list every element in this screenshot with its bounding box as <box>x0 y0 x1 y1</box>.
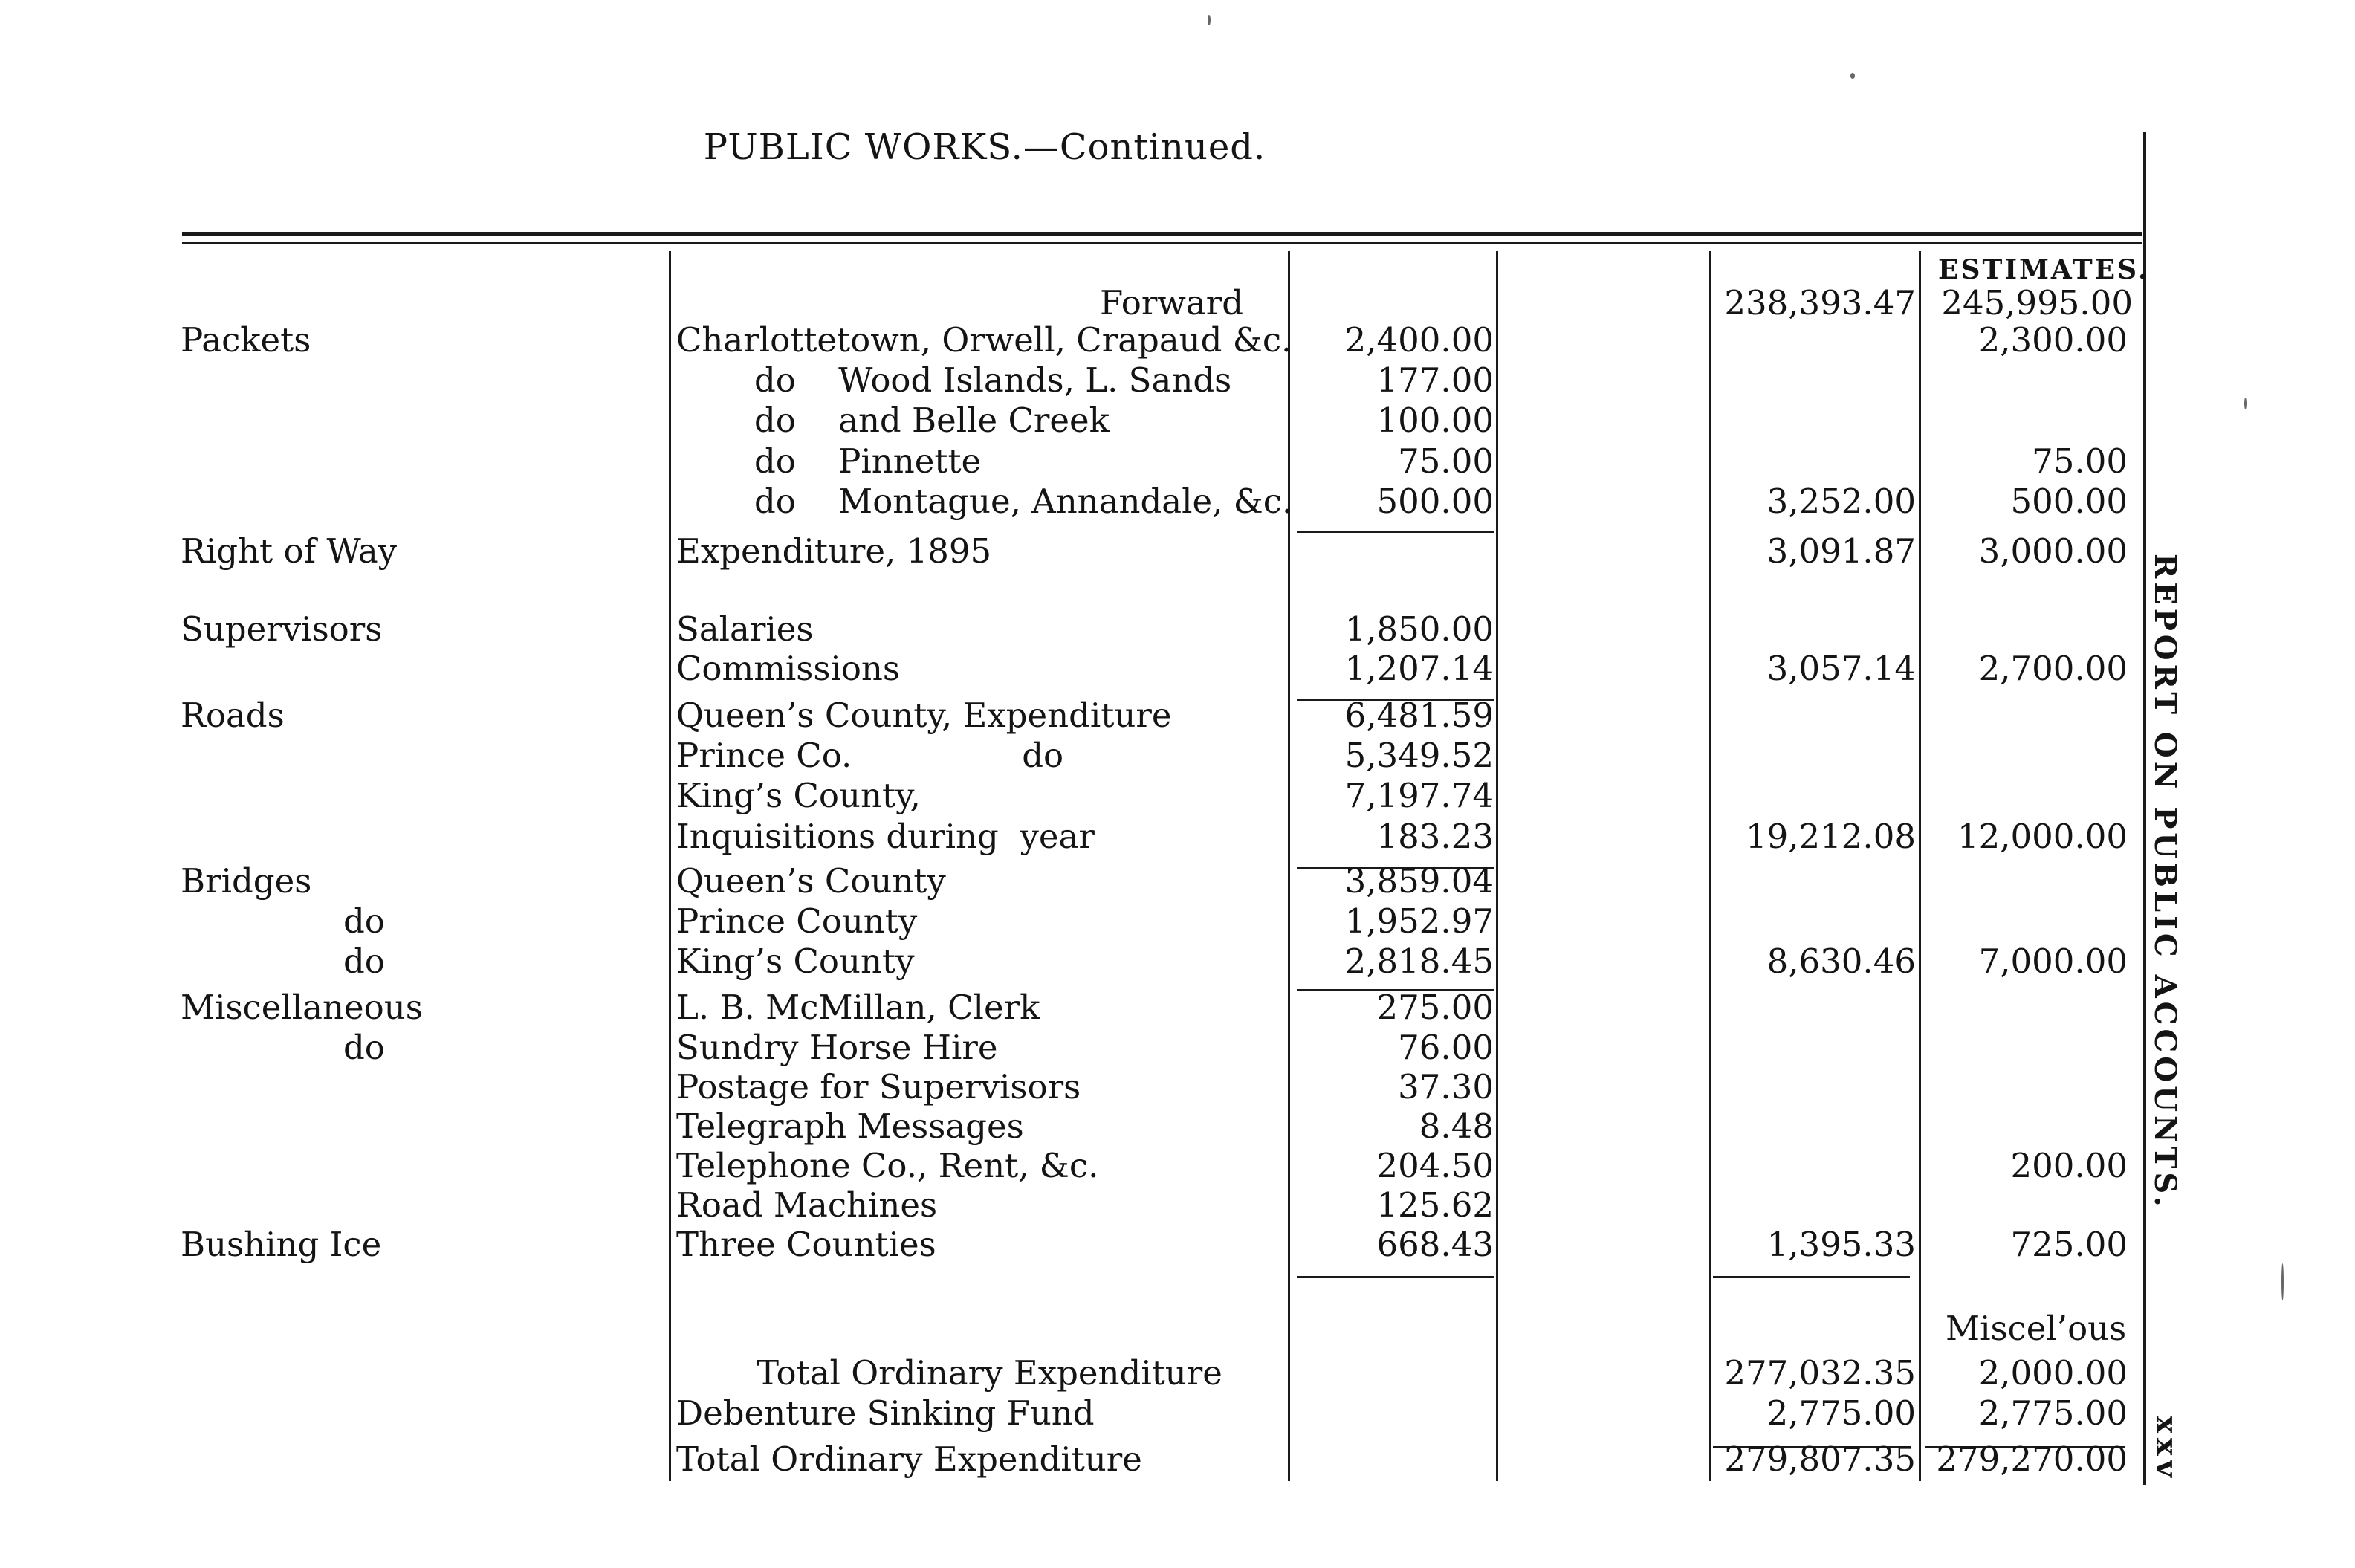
col-sep-item-left <box>669 251 671 1481</box>
summary-total: 279,807.35 <box>1724 1439 1916 1479</box>
row-amount: 125.62 <box>1376 1185 1494 1225</box>
row-category: Bushing Ice <box>181 1225 382 1264</box>
header-rule-thin <box>182 242 2142 244</box>
row-estimate: 12,000.00 <box>1957 817 2128 856</box>
row-category: Supervisors <box>181 609 383 649</box>
row-amount: 668.43 <box>1376 1225 1494 1264</box>
row-amount: 2,818.45 <box>1344 942 1494 981</box>
row-item: King’s County <box>676 942 915 981</box>
row-amount: 5,349.52 <box>1344 736 1494 775</box>
col-sep-total-left <box>1709 251 1711 1481</box>
scan-speck <box>1208 15 1211 25</box>
row-estimate: 2,700.00 <box>1978 649 2128 688</box>
summary-total: 2,775.00 <box>1766 1393 1916 1433</box>
row-amount: 275.00 <box>1376 988 1494 1027</box>
scan-speck <box>2244 398 2247 409</box>
row-estimate: 7,000.00 <box>1978 942 2128 981</box>
row-estimate: 200.00 <box>2010 1146 2128 1185</box>
row-estimate: 3,000.00 <box>1978 531 2128 571</box>
row-item: do Montague, Annandale, &c. <box>754 482 1293 521</box>
row-item: do Pinnette <box>754 441 982 481</box>
side-title: REPORT ON PUBLIC ACCOUNTS. <box>2148 554 2183 1211</box>
row-total: 3,057.14 <box>1766 649 1916 688</box>
col-sep-amount-left <box>1288 251 1290 1481</box>
summary-label: Total Ordinary Expenditure <box>757 1353 1222 1393</box>
subtotal-line-misc <box>1297 1276 1494 1278</box>
row-amount: 204.50 <box>1376 1146 1494 1185</box>
row-category: Roads <box>181 696 285 735</box>
row-amount: 8.48 <box>1419 1107 1494 1146</box>
row-amount: 2,400.00 <box>1344 320 1494 360</box>
row-category: do <box>343 1028 385 1067</box>
forward-label: Forward <box>1100 283 1244 323</box>
row-amount: 37.30 <box>1398 1067 1494 1107</box>
row-item: Telephone Co., Rent, &c. <box>676 1146 1099 1185</box>
row-item: Road Machines <box>676 1185 938 1225</box>
row-item: Inquisitions during year <box>676 817 1095 856</box>
row-amount: 76.00 <box>1398 1028 1494 1067</box>
row-item: Postage for Supervisors <box>676 1067 1081 1107</box>
row-category: do <box>343 942 385 981</box>
row-amount: 183.23 <box>1376 817 1494 856</box>
row-total: 3,091.87 <box>1766 531 1916 571</box>
row-item: Prince Co. do <box>676 736 1064 775</box>
row-item: Telegraph Messages <box>676 1107 1024 1146</box>
row-amount: 6,481.59 <box>1344 696 1494 735</box>
page-number: xxv <box>2149 1416 2184 1482</box>
subtotal-line-totals <box>1713 1276 1910 1278</box>
estimates-header: ESTIMATES. <box>1938 254 2150 285</box>
row-category: Miscellaneous <box>181 988 423 1027</box>
row-amount: 1,952.97 <box>1344 901 1494 941</box>
row-amount: 1,207.14 <box>1344 649 1494 688</box>
row-item: Salaries <box>676 609 814 649</box>
misc-label: Miscel’ous <box>1946 1309 2127 1348</box>
row-item: Commissions <box>676 649 901 688</box>
scan-speck <box>1850 73 1855 79</box>
row-item: do and Belle Creek <box>754 401 1110 440</box>
row-estimate: 2,300.00 <box>1978 320 2128 360</box>
col-sep-amount-right <box>1496 251 1498 1481</box>
row-estimate: 500.00 <box>2010 482 2128 521</box>
forward-estimate: 245,995.00 <box>1941 283 2133 323</box>
row-amount: 1,850.00 <box>1344 609 1494 649</box>
summary-label: Total Ordinary Expenditure <box>676 1439 1142 1479</box>
row-total: 3,252.00 <box>1766 482 1916 521</box>
row-total: 1,395.33 <box>1766 1225 1916 1264</box>
row-item: L. B. McMillan, Clerk <box>676 988 1040 1027</box>
row-amount: 100.00 <box>1376 401 1494 440</box>
row-item: Queen’s County <box>676 861 946 901</box>
summary-estimate: 2,775.00 <box>1978 1393 2128 1433</box>
row-category: Right of Way <box>181 531 398 571</box>
row-estimate: 725.00 <box>2010 1225 2128 1264</box>
row-item: Prince County <box>676 901 918 941</box>
row-estimate: 75.00 <box>2032 441 2128 481</box>
row-amount: 75.00 <box>1398 441 1494 481</box>
row-item: Three Counties <box>676 1225 936 1264</box>
row-amount: 3,859.04 <box>1344 861 1494 901</box>
col-sep-total-right <box>1919 251 1921 1481</box>
summary-estimate: 2,000.00 <box>1978 1353 2128 1393</box>
page-title: PUBLIC WORKS.—Continued. <box>703 126 1266 168</box>
header-rule-thick <box>182 232 2142 236</box>
row-category: do <box>343 901 385 941</box>
subtotal-line-packets <box>1297 531 1494 533</box>
row-total: 8,630.46 <box>1766 942 1916 981</box>
row-item: King’s County, <box>676 776 921 815</box>
row-total: 19,212.08 <box>1745 817 1916 856</box>
scan-speck <box>2281 1263 2284 1300</box>
row-item: Charlottetown, Orwell, Crapaud &c. <box>676 320 1292 360</box>
row-category: Bridges <box>181 861 312 901</box>
row-item: Expenditure, 1895 <box>676 531 992 571</box>
row-amount: 7,197.74 <box>1344 776 1494 815</box>
row-item: Queen’s County, Expenditure <box>676 696 1172 735</box>
summary-label: Debenture Sinking Fund <box>676 1393 1095 1433</box>
row-category: Packets <box>181 320 311 360</box>
row-amount: 500.00 <box>1376 482 1494 521</box>
row-item: do Wood Islands, L. Sands <box>754 360 1232 400</box>
summary-estimate: 279,270.00 <box>1936 1439 2128 1479</box>
right-border-line <box>2143 132 2146 1485</box>
row-item: Sundry Horse Hire <box>676 1028 998 1067</box>
forward-total: 238,393.47 <box>1724 283 1916 323</box>
row-amount: 177.00 <box>1376 360 1494 400</box>
summary-total: 277,032.35 <box>1724 1353 1916 1393</box>
